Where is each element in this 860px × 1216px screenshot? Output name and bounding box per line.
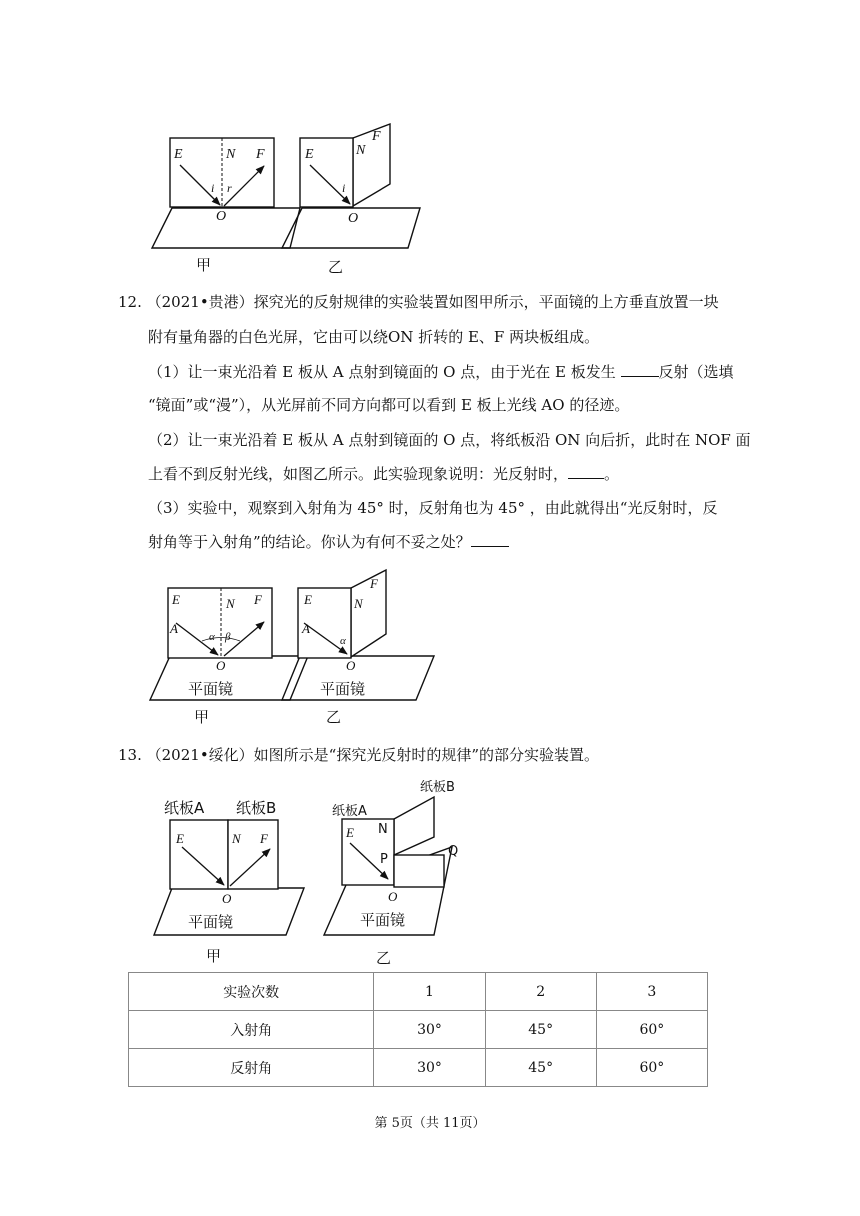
board-a-label: 纸板A (332, 804, 367, 819)
label-n: N (226, 596, 235, 611)
figure-q11 (150, 120, 420, 280)
figure-q12-yi (282, 570, 434, 726)
q12-part1-line1 (148, 362, 734, 382)
table-header-cell: 1 (374, 973, 485, 1011)
q12-stem-text: 探究光的反射规律的实验装置如图甲所示，平面镜的上方垂直放置一块 (253, 293, 719, 311)
figure-q11-svg (150, 120, 420, 280)
q13-data-table (128, 972, 708, 1087)
board-q (394, 855, 444, 887)
label-n: N (232, 831, 241, 846)
q12-stem-line2: 附有量角器的白色光屏，它由可以绕ON 折转的 E、F 两块板组成。 (148, 328, 600, 346)
q13-source: （2021•绥化） (146, 746, 254, 764)
table-row (129, 1049, 708, 1087)
table-header-cell: 2 (485, 973, 596, 1011)
folded-board (351, 570, 386, 657)
q12-part1-text: （1）让一束光沿着 E 板从 A 点射到镜面的 O 点，由于光在 E 板发生 (148, 363, 621, 381)
label-f: F (372, 129, 381, 144)
label-i: i (211, 181, 215, 195)
figure-q12-jia (150, 588, 308, 726)
board-b-label: 纸板B (420, 780, 455, 795)
table-row-label: 入射角 (129, 1011, 374, 1049)
label-f: F (256, 147, 265, 162)
q13-stem (118, 745, 599, 765)
label-alpha: α (340, 635, 346, 647)
label-o: O (216, 209, 227, 224)
caption-jia: 甲 (206, 949, 222, 965)
mirror-label: 平面镜 (188, 680, 234, 698)
page-footer: 第 5页（共 11页） (374, 1116, 486, 1131)
label-p: P (380, 852, 388, 867)
label-r: r (227, 181, 232, 195)
label-f: F (254, 592, 262, 607)
label-n: N (356, 143, 366, 158)
label-o: O (222, 891, 232, 906)
q12-part2-line1: （2）让一束光沿着 E 板从 A 点射到镜面的 O 点，将纸板沿 ON 向后折，此时在 NOF 面 (148, 431, 751, 449)
table-header-cell: 3 (596, 973, 707, 1011)
figure-q13-yi (324, 779, 458, 967)
table-cell: 45° (485, 1011, 596, 1049)
figure-q13-svg (150, 775, 470, 965)
mirror-label: 平面镜 (360, 911, 406, 929)
table-header-row (129, 973, 708, 1011)
label-alpha: α (209, 631, 215, 643)
label-e: E (304, 592, 312, 607)
q13-number: 13. (118, 746, 142, 764)
q12-number: 12. (118, 293, 142, 311)
caption-jia: 甲 (196, 258, 212, 274)
label-e: E (174, 147, 183, 162)
board-b-label: 纸板B (236, 799, 277, 817)
q12-part3-line2 (148, 532, 509, 552)
q12-part2-text-b: 。 (604, 465, 620, 483)
q12-stem-line1 (118, 292, 719, 312)
caption-yi: 乙 (376, 951, 392, 967)
q12-source: （2021•贵港） (146, 293, 254, 311)
label-n: N (378, 822, 388, 837)
figure-q12 (150, 568, 440, 728)
label-n: N (354, 596, 363, 611)
label-beta: β (225, 631, 231, 643)
label-a: A (302, 621, 310, 636)
figure-q11-jia (152, 138, 300, 274)
caption-jia: 甲 (194, 710, 210, 726)
label-o: O (216, 658, 226, 673)
label-o: O (388, 889, 398, 904)
mirror-label: 平面镜 (320, 680, 366, 698)
table-cell: 60° (596, 1049, 707, 1087)
table-cell: 30° (374, 1049, 485, 1087)
table-cell: 45° (485, 1049, 596, 1087)
mirror-label: 平面镜 (188, 913, 234, 931)
label-e: E (346, 825, 354, 840)
table-cell: 60° (596, 1011, 707, 1049)
q12-part2-text: 上看不到反射光线，如图乙所示。此实验现象说明：光反射时， (148, 465, 569, 483)
q12-part1-text-b: 反射（选填 (658, 363, 734, 381)
label-a: A (170, 621, 178, 636)
caption-yi: 乙 (328, 260, 344, 276)
label-f: F (370, 576, 378, 591)
figure-q11-yi (282, 124, 420, 276)
figure-q12-svg (150, 568, 440, 728)
table-row (129, 1011, 708, 1049)
label-q: Q (448, 844, 459, 859)
label-o: O (348, 211, 359, 226)
figure-q13-jia (154, 799, 304, 965)
label-n: N (226, 147, 236, 162)
label-e: E (176, 831, 184, 846)
label-e: E (172, 592, 180, 607)
label-e: E (305, 147, 314, 162)
board-b-folded (394, 797, 434, 855)
q12-part3-line1: （3）实验中，观察到入射角为 45° 时，反射角也为 45° ，由此就得出“光反射时，反 (148, 499, 718, 517)
caption-yi: 乙 (326, 710, 342, 726)
answer-blank-1[interactable] (621, 362, 659, 377)
board-a-label: 纸板A (164, 799, 205, 817)
label-o: O (346, 658, 356, 673)
answer-blank-3[interactable] (471, 532, 509, 547)
table-header-cell: 实验次数 (129, 973, 374, 1011)
label-f: F (260, 831, 268, 846)
table-row-label: 反射角 (129, 1049, 374, 1087)
figure-q13 (150, 775, 470, 965)
answer-blank-2[interactable] (568, 464, 604, 479)
q12-part1-line2: “镜面”或“漫”），从光屏前不同方向都可以看到 E 板上光线 AO 的径迹。 (148, 396, 630, 414)
table-cell: 30° (374, 1011, 485, 1049)
label-i: i (342, 181, 346, 195)
q12-part3-text: 射角等于入射角”的结论。你认为有何不妥之处？ (148, 533, 471, 551)
q13-stem-text: 如图所示是“探究光反射时的规律”的部分实验装置。 (253, 746, 600, 764)
q12-part2-line2 (148, 464, 619, 484)
